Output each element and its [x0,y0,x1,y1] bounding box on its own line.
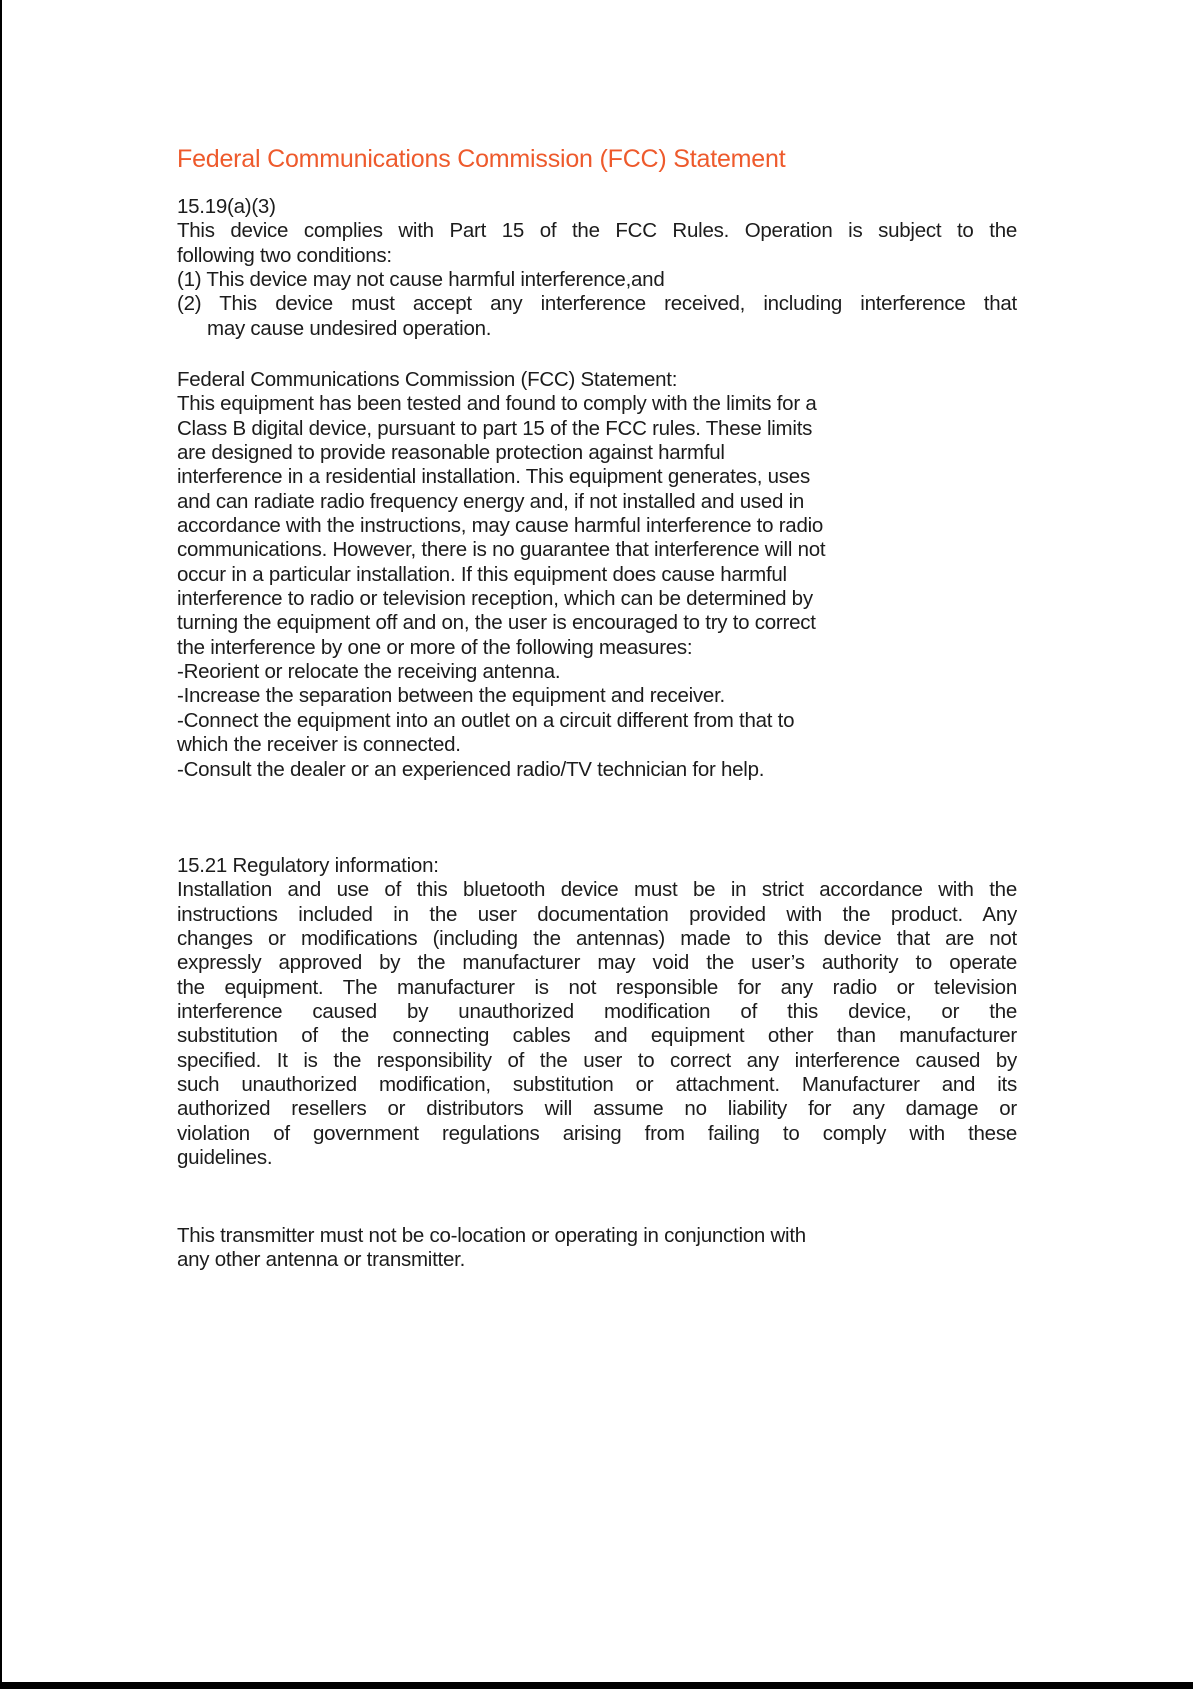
text-line: such unauthorized modification, substitution or attachment. Manufacturer and its [177,1073,1017,1097]
section-colocation-note [177,1224,1017,1273]
text-line: This equipment has been tested and found to comply with the limits for a [177,392,817,416]
text-line: Federal Communications Commission (FCC) Statement: [177,368,678,391]
text-line: accordance with the instructions, may cause harmful interference to radio [177,514,824,538]
text-line: which the receiver is connected. [177,733,461,757]
text-line: occur in a particular installation. If this equipment does cause harmful [177,562,787,586]
text-line: interference caused by unauthorized modification of this device, or the [177,1000,1017,1024]
text-line: changes or modifications (including the antennas) made to this device that are not [177,927,1017,951]
text-line: expressly approved by the manufacturer may void the user’s authority to operate [177,951,1017,975]
text-line: the equipment. The manufacturer is not responsible for any radio or television [177,975,1017,999]
text-line: instructions included in the user documentation provided with the product. Any [177,902,1017,926]
section-fcc-statement [177,368,1017,782]
text-line: 15.19(a)(3) [177,195,276,218]
text-line: (1) This device may not cause harmful interference,and [177,268,665,292]
text-line: turning the equipment off and on, the user is encouraged to try to correct [177,611,816,635]
page-border-bottom [0,1682,1193,1689]
text-line: 15.21 Regulatory information: [177,854,439,877]
page-border-left [0,0,2,1689]
text-line: may cause undesired operation. [207,316,492,340]
text-line: are designed to provide reasonable protection against harmful [177,441,725,465]
text-line: violation of government regulations arising from failing to comply with these [177,1121,1017,1145]
text-line: interference to radio or television reception, which can be determined by [177,587,813,611]
text-line: specified. It is the responsibility of the user to correct any interference caused by [177,1048,1017,1072]
text-line: Class B digital device, pursuant to part 15 of the FCC rules. These limits [177,416,813,440]
text-line: -Connect the equipment into an outlet on a circuit different from that to [177,708,795,732]
text-line: authorized resellers or distributors will assume no liability for any damage or [177,1097,1017,1121]
section-15-19 [177,195,1017,341]
text-line: guidelines. [177,1146,273,1170]
text-line: Installation and use of this bluetooth device must be in strict accordance with the [177,878,1017,902]
text-line: -Consult the dealer or an experienced radio/TV technician for help. [177,757,765,781]
page-title: Federal Communications Commission (FCC) Statement [177,145,786,173]
text-line: -Reorient or relocate the receiving antenna. [177,660,561,684]
text-line: communications. However, there is no guarantee that interference will not [177,538,826,562]
text-line: (2) This device must accept any interference received, including interference that [177,292,1017,316]
section-15-21-regulatory [177,854,1017,1170]
text-line: and can radiate radio frequency energy and, if not installed and used in [177,489,805,513]
text-line: This device complies with Part 15 of the FCC Rules. Operation is subject to the [177,219,1017,243]
text-line: -Increase the separation between the equipment and receiver. [177,684,725,708]
text-line: any other antenna or transmitter. [177,1248,466,1272]
text-line: following two conditions: [177,243,392,267]
text-line: substitution of the connecting cables and equipment other than manufacturer [177,1024,1017,1048]
text-line: This transmitter must not be co-location or operating in conjunction with [177,1224,806,1247]
text-line: interference in a residential installation. This equipment generates, uses [177,465,810,489]
text-line: the interference by one or more of the following measures: [177,635,693,659]
